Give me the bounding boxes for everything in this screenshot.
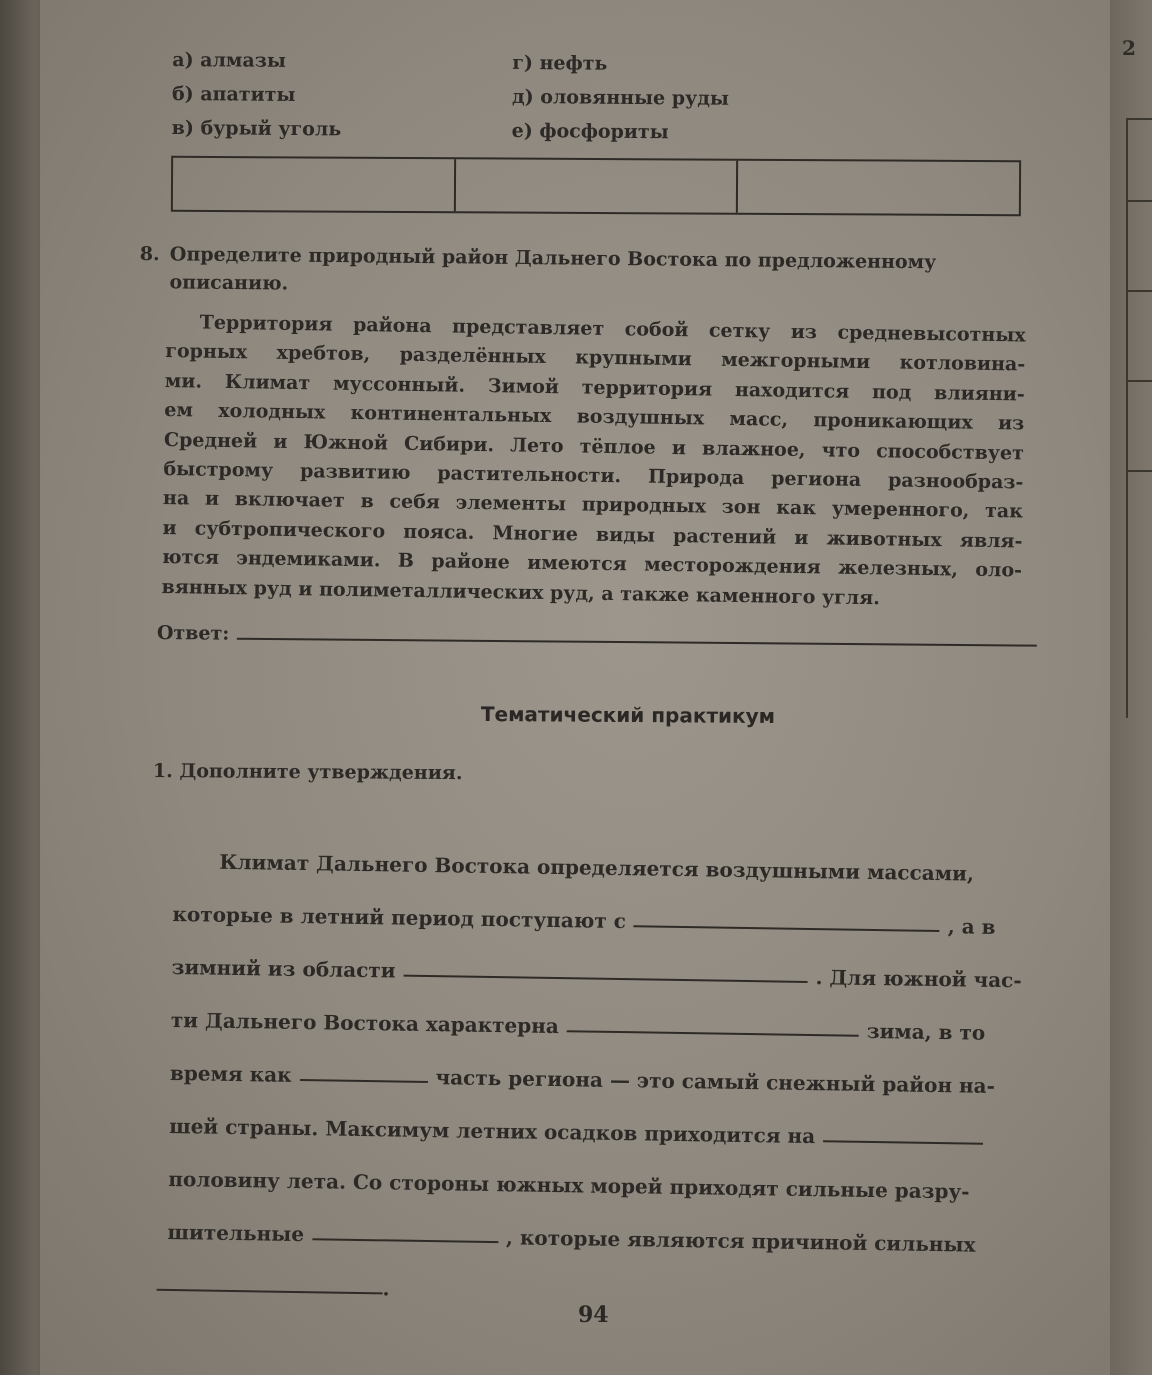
- task8-answer: [157, 622, 1037, 652]
- cloze-text: которые в летний период поступают с: [172, 901, 627, 934]
- fill-blank[interactable]: [634, 921, 940, 932]
- answer-cell[interactable]: [456, 159, 739, 212]
- option-item: г) нефть: [512, 51, 608, 75]
- table-rule: [1126, 118, 1152, 120]
- table-rule: [1126, 470, 1152, 472]
- fill-blank[interactable]: [823, 1136, 983, 1145]
- cloze-text: часть региона — это самый снежный район на-: [435, 1065, 996, 1098]
- section-title: Тематический практикум: [480, 701, 776, 729]
- description-line: ем холодных континентальных воздушных масс, проникающих из: [164, 399, 1025, 435]
- description-line: Территория района представляет собой сетку из средневысотных: [199, 311, 1026, 347]
- description-line: быстрому развитию растительности. Природа региона разнообраз-: [163, 458, 1024, 494]
- task1-cloze-text: [167, 820, 1104, 1312]
- task8-title: [139, 240, 1020, 305]
- table-rule: [1126, 200, 1152, 202]
- adjacent-page-number: 2: [1122, 36, 1136, 60]
- table-rule: [1126, 380, 1152, 382]
- fill-blank[interactable]: [299, 1075, 427, 1083]
- workbook-page: [40, 0, 1112, 1375]
- option-item: в) бурый уголь: [171, 116, 342, 141]
- fill-blank[interactable]: [157, 1285, 383, 1295]
- cloze-text: зимний из области: [171, 954, 396, 983]
- task1-title: 1. Дополните утверждения.: [152, 760, 463, 785]
- cloze-text: шительные: [167, 1219, 305, 1247]
- description-line: ются эндемиками. В районе имеются месторождения железных, оло-: [161, 546, 1023, 582]
- page-number: 94: [578, 1302, 609, 1328]
- cloze-text: ти Дальнего Востока характерна: [170, 1007, 560, 1039]
- option-item: д) оловянные руды: [511, 85, 730, 110]
- cloze-text: . Для южной час-: [815, 965, 1022, 993]
- cloze-text: шей страны. Максимум летних осадков приходится на: [169, 1113, 816, 1149]
- fill-blank[interactable]: [404, 971, 808, 983]
- cloze-text: половину лета. Со стороны южных морей приходят сильные разру-: [168, 1166, 970, 1204]
- cloze-text: время как: [169, 1060, 292, 1087]
- option-item: е) фосфориты: [511, 119, 669, 144]
- fill-blank[interactable]: [312, 1234, 498, 1243]
- description-line: Средней и Южной Сибири. Лето тёплое и влажное, что способствует: [163, 428, 1024, 465]
- answer-cell[interactable]: [738, 161, 1019, 214]
- table-border: [1126, 118, 1128, 718]
- answer-label: Ответ:: [156, 622, 230, 645]
- description-line: вянных руд и полиметаллических руд, а также каменного угля.: [161, 575, 880, 609]
- cloze-text: , а в: [947, 914, 996, 939]
- task8-title-line: Определите природный район Дальнего Востока по предложенному: [169, 243, 937, 274]
- table-rule: [1126, 290, 1152, 292]
- description-line: и субтропического пояса. Многие виды растений и животных явля-: [162, 516, 1023, 553]
- answer-blank[interactable]: [237, 638, 1037, 647]
- adjacent-page: [1110, 0, 1152, 1375]
- answer-cell[interactable]: [173, 158, 456, 211]
- description-line: горных хребтов, разделённых крупными межгорными котловина-: [165, 340, 1026, 376]
- options-grid: [172, 47, 873, 147]
- option-item: а) алмазы: [172, 48, 287, 72]
- cloze-text: , которые являются причиной сильных: [505, 1225, 976, 1257]
- task8-description: [161, 308, 1026, 616]
- cloze-text: зима, в то: [866, 1018, 986, 1045]
- task8-title-line: описанию.: [169, 271, 289, 295]
- task8-number: 8.: [139, 242, 160, 266]
- option-item: б) апатиты: [171, 82, 296, 107]
- description-line: на и включает в себя элементы природных зон как умеренного, так: [162, 487, 1024, 523]
- cloze-text: Климат Дальнего Востока определяется воздушными массами,: [219, 849, 975, 886]
- description-line: ми. Климат муссонный. Зимой территория находится под влияни-: [164, 369, 1025, 406]
- cloze-text: .: [382, 1276, 390, 1301]
- answer-table: [171, 156, 1021, 216]
- fill-blank[interactable]: [567, 1026, 859, 1037]
